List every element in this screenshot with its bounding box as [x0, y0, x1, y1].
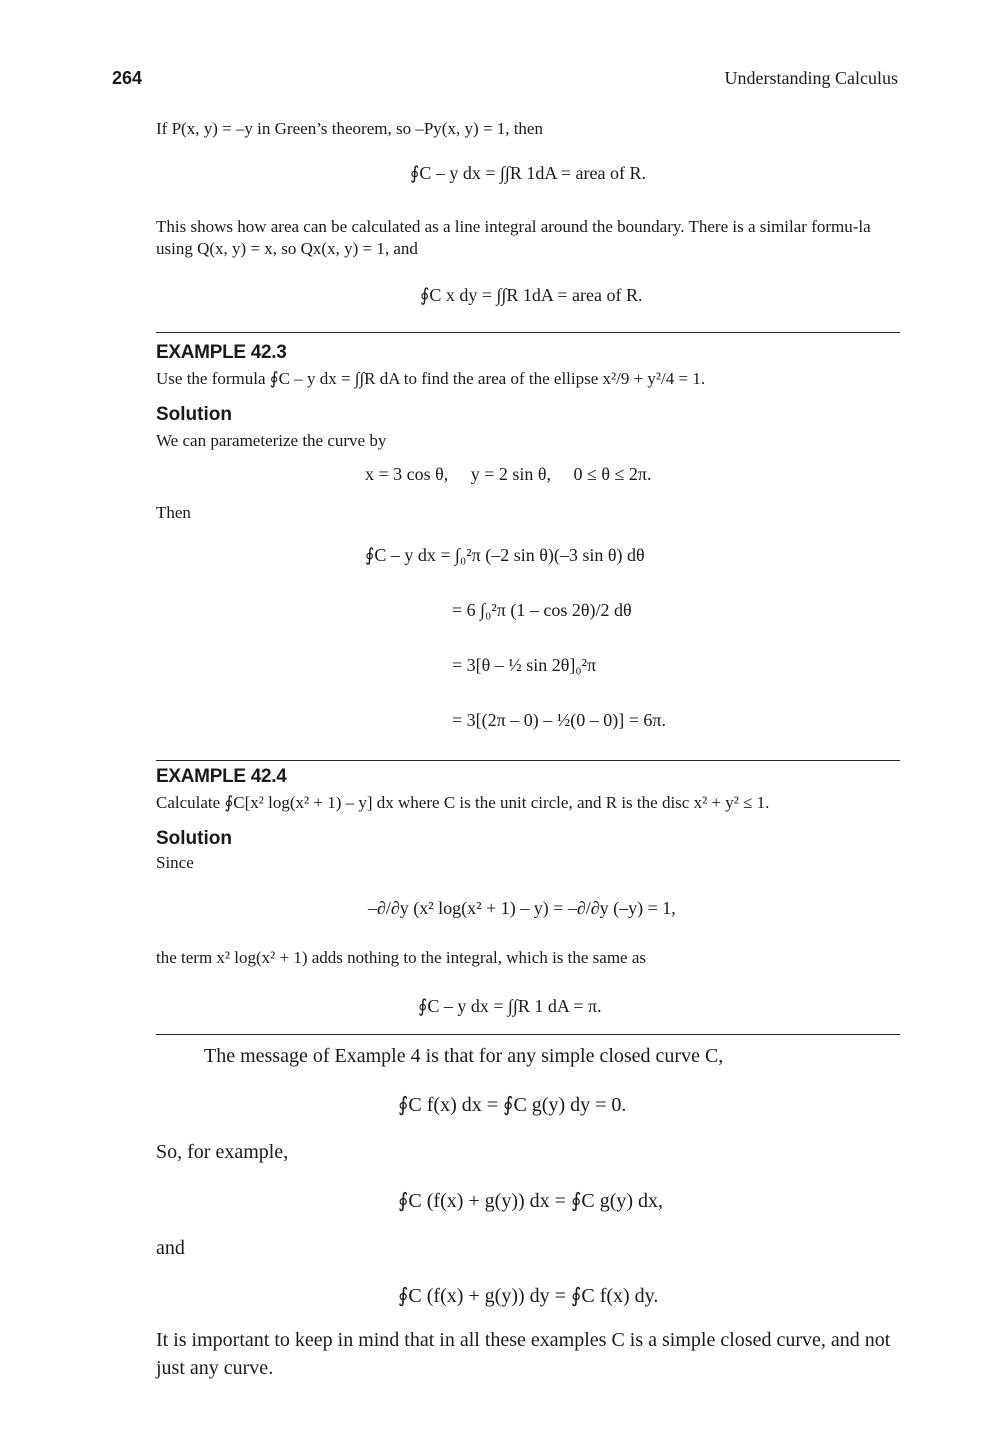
area-equation-2: ∮C x dy = ∫∫R 1dA = area of R. — [420, 285, 643, 305]
closing-paragraph-1: The message of Example 4 is that for any simple closed curve C, — [204, 1045, 724, 1067]
running-title: Understanding Calculus — [724, 68, 898, 88]
integral-step-2: = 6 ∫₀²π (1 – cos 2θ)/2 dθ — [452, 600, 632, 620]
divider — [156, 1034, 900, 1035]
solution-intro: We can parameterize the curve by — [156, 431, 387, 450]
partial-derivative-equation: –∂/∂y (x² log(x² + 1) – y) = –∂/∂y (–y) = 1, — [368, 898, 676, 918]
divider — [156, 332, 900, 333]
parameterization-equation: x = 3 cos θ, y = 2 sin θ, 0 ≤ θ ≤ 2π. — [365, 464, 652, 484]
page-number: 264 — [112, 68, 143, 88]
integral-step-1: ∮C – y dx = ∫₀²π (–2 sin θ)(–3 sin θ) dθ — [365, 545, 645, 565]
solution-heading: Solution — [156, 404, 232, 425]
closing-paragraph-4: It is important to keep in mind that in all these examples C is a simple closed curve, and not just any curve. — [156, 1329, 891, 1379]
intro-line: If P(x, y) = –y in Green’s theorem, so –Py(x, y) = 1, then — [156, 119, 543, 138]
closing-paragraph-2: So, for example, — [156, 1141, 289, 1163]
follow-text: the term x² log(x² + 1) adds nothing to the integral, which is the same as — [156, 948, 647, 967]
integral-step-4: = 3[(2π – 0) – ½(0 – 0)] = 6π. — [452, 710, 666, 730]
closing-equation-2: ∮C (f(x) + g(y)) dx = ∮C g(y) dx, — [398, 1190, 664, 1212]
solution-heading: Solution — [156, 828, 232, 849]
divider — [156, 760, 900, 761]
then-text: Then — [156, 503, 191, 522]
integral-step-3: = 3[θ – ½ sin 2θ]₀²π — [452, 655, 597, 675]
example-statement: Use the formula ∮C – y dx = ∫∫R dA to find the area of the ellipse x²/9 + y²/4 = 1. — [156, 369, 706, 388]
example-title: EXAMPLE 42.4 — [156, 766, 287, 787]
example-title: EXAMPLE 42.3 — [156, 342, 287, 363]
intro-paragraph: This shows how area can be calculated as a line integral around the boundary. There is a similar formu-la using Q(x, y) = x, so Qx(x, y) = 1, and — [156, 217, 871, 258]
result-equation: ∮C – y dx = ∫∫R 1 dA = π. — [418, 996, 602, 1016]
closing-paragraph-3: and — [156, 1237, 185, 1259]
since-text: Since — [156, 853, 194, 872]
closing-equation-1: ∮C f(x) dx = ∮C g(y) dy = 0. — [398, 1094, 627, 1116]
area-equation-1: ∮C – y dx = ∫∫R 1dA = area of R. — [410, 163, 647, 183]
closing-equation-3: ∮C (f(x) + g(y)) dy = ∮C f(x) dy. — [398, 1285, 659, 1307]
example-statement: Calculate ∮C[x² log(x² + 1) – y] dx where C is the unit circle, and R is the disc x² + y² ≤ 1. — [156, 793, 770, 812]
